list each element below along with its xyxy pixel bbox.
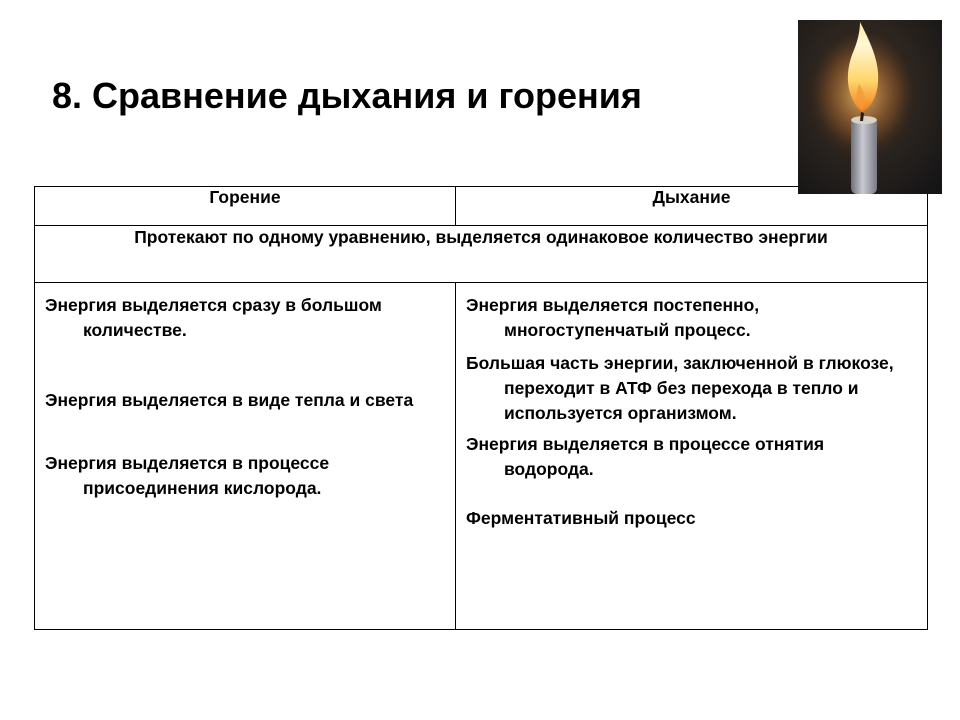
respiration-cell	[456, 283, 928, 630]
candle-flame-photo	[798, 20, 942, 194]
candle-flame-icon	[798, 20, 942, 194]
respiration-point: Энергия выделяется в процессе отнятия водорода.	[466, 434, 825, 479]
shared-property-row	[35, 226, 928, 283]
respiration-point: Энергия выделяется постепенно, многоступенчатый процесс.	[466, 295, 760, 340]
comparison-table	[34, 186, 928, 630]
header-respiration: Дыхание	[456, 187, 928, 226]
table-body-row	[35, 283, 928, 630]
header-combustion: Горение	[35, 187, 456, 226]
combustion-cell	[35, 283, 456, 630]
table-header-row	[35, 187, 928, 226]
slide-title: 8. Сравнение дыхания и горения	[52, 75, 642, 116]
combustion-point: Энергия выделяется в виде тепла и света	[45, 390, 414, 410]
shared-property-cell: Протекают по одному уравнению, выделяется одинаковое количество энергии	[35, 226, 928, 283]
respiration-point: Ферментативный процесс	[466, 508, 696, 528]
combustion-point: Энергия выделяется сразу в большом количестве.	[45, 295, 382, 340]
respiration-point: Большая часть энергии, заключенной в глюкозе, переходит в АТФ без перехода в тепло и используется организмом.	[466, 353, 894, 423]
combustion-point: Энергия выделяется в процессе присоединения кислорода.	[45, 453, 330, 498]
